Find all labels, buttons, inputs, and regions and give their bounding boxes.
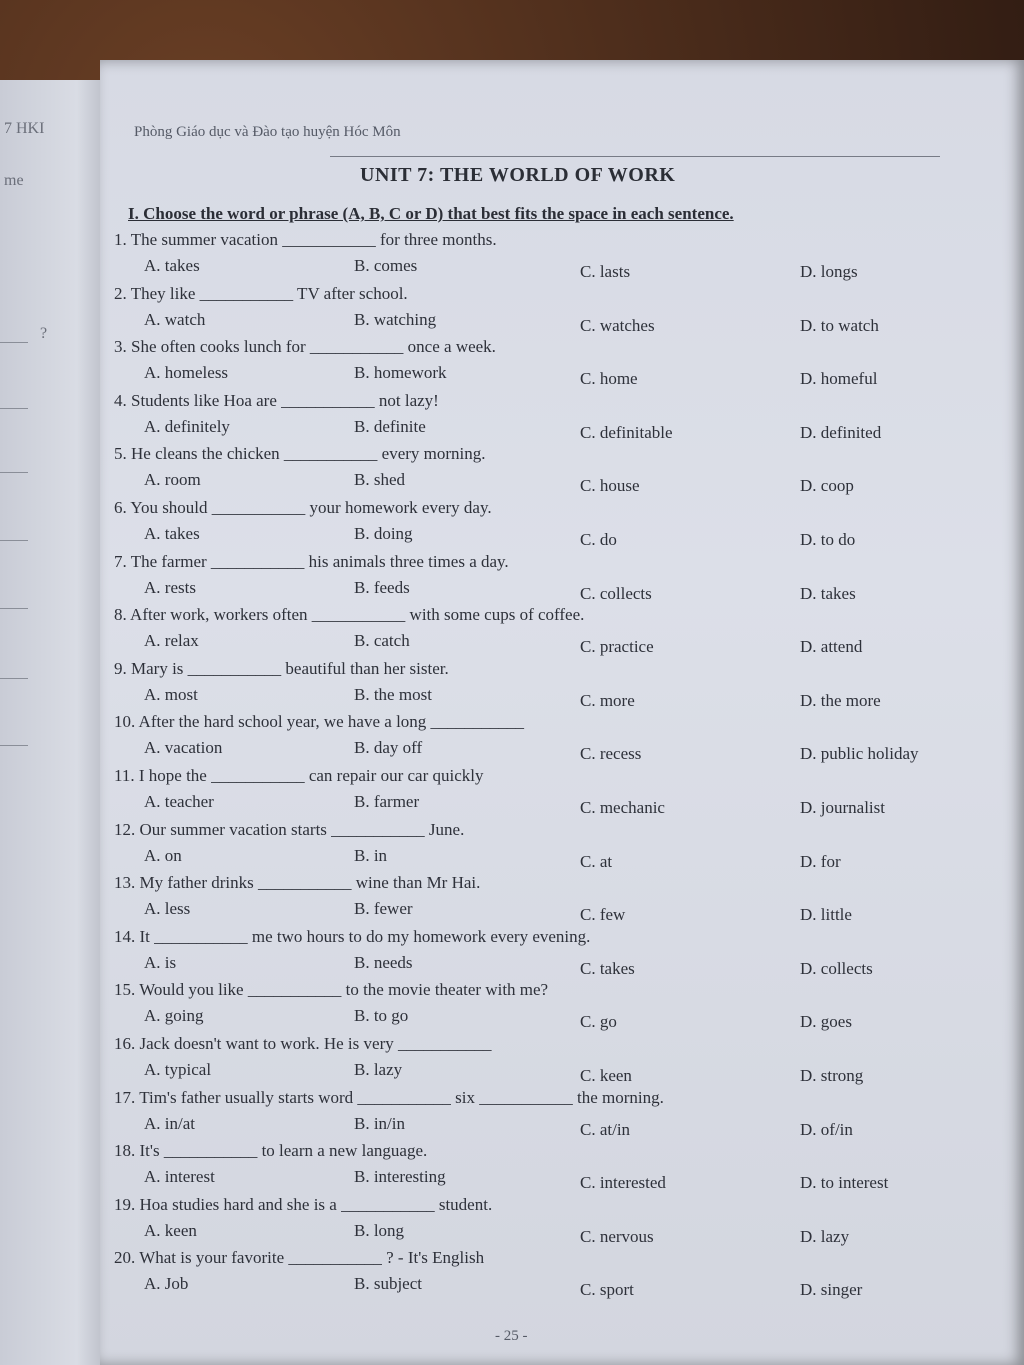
question-item: [114, 712, 994, 764]
option-a: A. takes: [144, 524, 200, 543]
left-fragment: 7 HKI: [4, 120, 45, 137]
left-line: [0, 678, 28, 679]
option-b: B. in: [354, 845, 388, 865]
option-d: D. of/in: [800, 1119, 853, 1139]
option-d: D. for: [800, 851, 841, 871]
option-d: D. public holiday: [800, 744, 919, 764]
left-page-edge: [0, 80, 110, 1365]
option-b: B. doing: [354, 524, 413, 543]
option-a: A. is: [144, 952, 177, 972]
option-d: D. the more: [800, 690, 881, 710]
option-d: D. longs: [800, 262, 858, 281]
question-stem: 10. After the hard school year, we have a long ___________: [114, 712, 525, 732]
option-b: B. shed: [354, 470, 405, 490]
left-fragment: me: [4, 172, 24, 189]
option-b: B. definite: [354, 416, 426, 436]
option-c: C. house: [580, 476, 640, 496]
question-item: [114, 1195, 994, 1247]
option-a: A. takes: [144, 256, 200, 275]
option-c: C. more: [580, 690, 635, 710]
option-c: C. collects: [580, 583, 652, 603]
option-d: D. takes: [800, 583, 856, 603]
option-b: B. comes: [354, 256, 418, 275]
option-c: C. keen: [580, 1066, 632, 1085]
question-item: [114, 444, 994, 496]
option-d: D. collects: [800, 958, 873, 978]
option-a: A. relax: [144, 631, 199, 651]
option-d: D. strong: [800, 1066, 864, 1085]
page-number: - 25 -: [495, 1328, 528, 1344]
option-b: B. needs: [354, 952, 413, 972]
option-d: D. homeful: [800, 369, 878, 389]
option-a: A. typical: [144, 1060, 212, 1079]
question-stem: 13. My father drinks ___________ wine than Mr Hai.: [114, 873, 481, 893]
question-stem: 17. Tim's father usually starts word ___________ six ___________ the morning.: [114, 1087, 664, 1107]
instruction: I. Choose the word or phrase (A, B, C or D) that best fits the space in each sentence.: [128, 204, 734, 223]
question-list: [100, 60, 1024, 1365]
question-item: [114, 927, 994, 979]
option-a: A. vacation: [144, 738, 223, 758]
option-a: A. definitely: [144, 416, 230, 436]
question-stem: 9. Mary is ___________ beautiful than her sister.: [114, 658, 449, 678]
question-stem: 7. The farmer ___________ his animals three times a day.: [114, 551, 509, 571]
option-c: C. definitable: [580, 422, 673, 442]
question-stem: 5. He cleans the chicken ___________ every morning.: [114, 444, 486, 464]
question-item: [114, 284, 994, 336]
left-fragment: ?: [40, 325, 48, 342]
option-c: C. nervous: [580, 1226, 654, 1246]
worksheet-page: [100, 60, 1024, 1365]
question-item: [114, 337, 994, 389]
option-a: A. watch: [144, 309, 206, 329]
question-stem: 2. They like ___________ TV after school.: [114, 283, 408, 303]
option-c: C. at/in: [580, 1119, 631, 1139]
question-item: [114, 820, 994, 872]
question-item: [114, 230, 994, 282]
option-c: C. few: [580, 905, 626, 925]
option-b: B. catch: [354, 631, 410, 651]
option-a: A. teacher: [144, 792, 214, 811]
question-item: [114, 766, 994, 818]
option-d: D. lazy: [800, 1226, 850, 1246]
left-line: [0, 472, 28, 473]
question-item: [114, 498, 994, 550]
option-a: A. most: [144, 684, 198, 704]
question-stem: 15. Would you like ___________ to the movie theater with me?: [114, 980, 549, 1000]
question-item: [114, 659, 994, 711]
question-item: [114, 391, 994, 443]
option-c: C. watches: [580, 315, 655, 335]
left-line: [0, 408, 28, 409]
question-item: [114, 873, 994, 925]
question-item: [114, 1088, 994, 1140]
option-b: B. interesting: [354, 1167, 446, 1187]
option-a: A. homeless: [144, 363, 229, 383]
option-b: B. farmer: [354, 792, 420, 811]
option-c: C. at: [580, 851, 613, 871]
question-stem: 1. The summer vacation ___________ for three months.: [114, 230, 497, 249]
question-item: [114, 605, 994, 657]
option-a: A. interest: [144, 1167, 215, 1187]
option-a: A. on: [144, 845, 182, 865]
option-a: A. Job: [144, 1274, 189, 1294]
question-stem: 4. Students like Hoa are ___________ not lazy!: [114, 390, 439, 410]
option-c: C. practice: [580, 637, 654, 657]
question-item: [114, 552, 994, 604]
question-item: [114, 980, 994, 1032]
option-c: C. go: [580, 1012, 617, 1032]
left-line: [0, 342, 28, 343]
option-c: C. sport: [580, 1280, 634, 1300]
option-c: C. home: [580, 369, 638, 389]
option-b: B. feeds: [354, 577, 410, 597]
option-d: D. little: [800, 905, 852, 925]
left-line: [0, 540, 28, 541]
option-c: C. lasts: [580, 262, 631, 281]
question-stem: 19. Hoa studies hard and she is a ___________ student.: [114, 1194, 493, 1214]
option-c: C. recess: [580, 744, 642, 764]
left-line: [0, 608, 28, 609]
option-b: B. homework: [354, 363, 447, 383]
question-stem: 12. Our summer vacation starts ___________ June.: [114, 819, 465, 839]
option-a: A. keen: [144, 1220, 197, 1240]
option-b: B. subject: [354, 1274, 422, 1294]
question-item: [114, 1248, 994, 1300]
option-b: B. day off: [354, 738, 423, 758]
question-stem: 6. You should ___________ your homework every day.: [114, 498, 492, 517]
option-b: B. fewer: [354, 899, 413, 919]
option-c: C. takes: [580, 958, 635, 978]
option-b: B. lazy: [354, 1060, 403, 1079]
option-d: D. journalist: [800, 798, 885, 817]
question-item: [114, 1034, 994, 1086]
question-stem: 11. I hope the ___________ can repair our car quickly: [114, 766, 484, 785]
option-d: D. to do: [800, 530, 856, 549]
option-a: A. rests: [144, 577, 196, 597]
option-d: D. singer: [800, 1280, 863, 1300]
option-a: A. room: [144, 470, 201, 490]
question-stem: 14. It ___________ me two hours to do my homework every evening.: [114, 926, 591, 946]
option-c: C. mechanic: [580, 798, 665, 817]
question-stem: 16. Jack doesn't want to work. He is very ___________: [114, 1034, 492, 1053]
option-b: B. to go: [354, 1006, 409, 1026]
option-d: D. goes: [800, 1012, 852, 1032]
left-line: [0, 745, 28, 746]
option-b: B. watching: [354, 309, 437, 329]
option-d: D. definited: [800, 422, 882, 442]
option-d: D. to watch: [800, 315, 879, 335]
unit-title: UNIT 7: THE WORLD OF WORK: [360, 164, 676, 186]
option-a: A. going: [144, 1006, 204, 1026]
option-c: C. interested: [580, 1173, 666, 1193]
option-b: B. the most: [354, 684, 432, 704]
question-stem: 20. What is your favorite ___________ ? - It's English: [114, 1248, 485, 1268]
question-stem: 18. It's ___________ to learn a new language.: [114, 1141, 428, 1161]
question-stem: 8. After work, workers often ___________ with some cups of coffee.: [114, 605, 585, 625]
option-a: A. in/at: [144, 1113, 195, 1133]
option-d: D. coop: [800, 476, 854, 496]
option-c: C. do: [580, 530, 617, 549]
question-item: [114, 1141, 994, 1193]
option-b: B. long: [354, 1220, 405, 1240]
office-header: Phòng Giáo dục và Đào tạo huyện Hóc Môn: [134, 124, 401, 140]
option-d: D. to interest: [800, 1173, 889, 1193]
option-b: B. in/in: [354, 1113, 406, 1133]
option-d: D. attend: [800, 637, 863, 657]
question-stem: 3. She often cooks lunch for ___________ once a week.: [114, 337, 496, 357]
option-a: A. less: [144, 899, 191, 919]
